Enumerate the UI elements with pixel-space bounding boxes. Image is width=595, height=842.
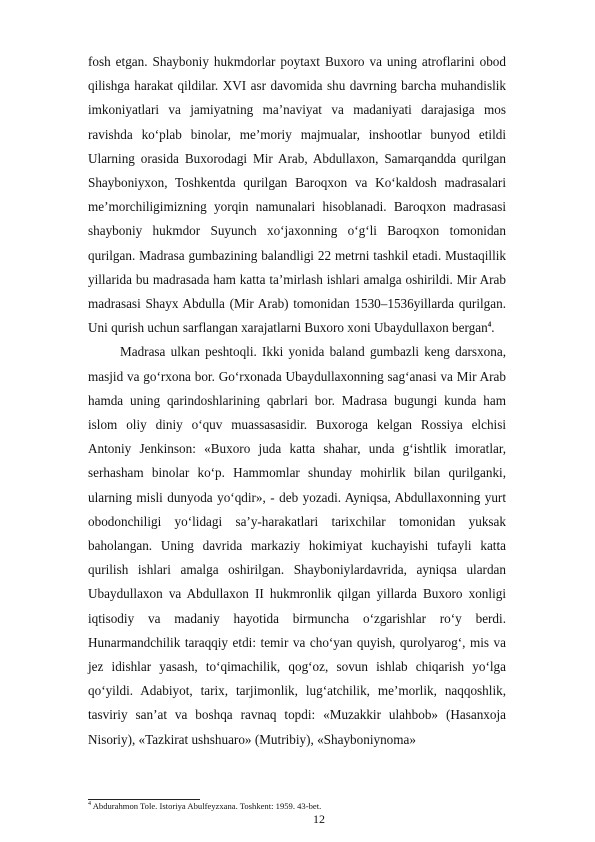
- footnote: [88, 801, 506, 812]
- paragraph-1-text: fosh etgan. Shayboniy hukmdorlar poytaxt Buxoro va uning atroflarini obod qilishga harakat qildilar. XVI asr davomida shu davrning barcha muhandislik imkoniyatlari va jamiyatning ma’naviyat va madaniyati darajasiga mos ravishda ko‘plab binolar, me’moriy majmualar, inshootlar bunyod etildi Ularning orasida Buxorodagi Mir Arab, Abdullaxon, Samarqandda qurilgan Shayboniyxon, Toshkentda qurilgan Baroqxon va Ko‘kaldosh madrasalari me’morchiligimizning yorqin namunalari hisoblanadi. Baroqxon madrasasi shayboniy hukmdor Suyunch xo‘jaxonning o‘g‘li Baroqxon tomonidan qurilgan. Madrasa gumbazining balandligi 22 metrni tashkil etadi. Mustaqillik yillarida bu madrasada ham katta ta’mirlash ishlari amalga oshirildi. Mir Arab madrasasi Shayx Abdulla (Mir Arab) tomonidan 1530–1536yillarda qurilgan. Uni qurish uchun sarflangan xarajatlarni Buxoro xoni Ubaydullaxon bergan: [88, 54, 506, 336]
- footnote-text: Abdurahmon Tole. Istoriya Abulfeyzxana. Toshkent: 1959. 43-bet.: [92, 801, 322, 811]
- page-number: 12: [313, 812, 325, 826]
- paragraph-2: Madrasa ulkan peshtoqli. Ikki yonida baland gumbazli keng darsxona, masjid va go‘rxona bor. Go‘rxonada Ubaydullaxonning sag‘anasi va Mir Arab hamda uning qarindoshlarining qabrlari bor. Madrasa bugungi kunda ham islom oliy diniy o‘quv muassasasidir. Buxoroga kelgan Rossiya elchisi Antoniy Jenkinson: «Buxoro juda katta shahar, unda g‘ishtlik imoratlar, serhasham binolar ko‘p. Hammomlar shunday mohirlik bilan qurilganki, ularning misli dunyoda yo‘qdir», - deb yozadi. Ayniqsa, Abdullaxonning yurt obodonchiligi yo‘lidagi sa’y-harakatlari tarixchilar tomonidan yuksak baholangan. Uning davrida markaziy hokimiyat kuchayishi tufayli katta qurilish ishlari amalga oshirilgan. Shayboniylardavrida, ayniqsa ulardan Ubaydullaxon va Abdullaxon II hukmronlik qilgan yillarda Buxoro xonligi iqtisodiy va madaniy hayotida birmuncha o‘zgarishlar ro‘y berdi. Hunarmandchilik taraqqiy etdi: temir va cho‘yan quyish, qurolyarog‘, mis va jez idishlar yasash, to‘qimachilik, qog‘oz, sovun ishlab chiqarish yo‘lga qo‘yildi. Adabiyot, tarix, tarjimonlik, lug‘atchilik, me’morlik, naqqoshlik, tasviriy san’at va boshqa ravnaq topdi: «Muzakkir ulahbob» (Hasanxoja Nisoriy), «Tazkirat ushshuaro» (Mutribiy), «Shayboniynoma»: [88, 344, 506, 747]
- footnote-marker: 4: [88, 801, 91, 808]
- paragraph-1-trailing: .: [491, 320, 495, 336]
- body-text: [88, 50, 506, 752]
- footnote-separator: [88, 799, 200, 800]
- footnote-reference[interactable]: 4: [487, 320, 492, 329]
- paragraph-1: [88, 50, 506, 340]
